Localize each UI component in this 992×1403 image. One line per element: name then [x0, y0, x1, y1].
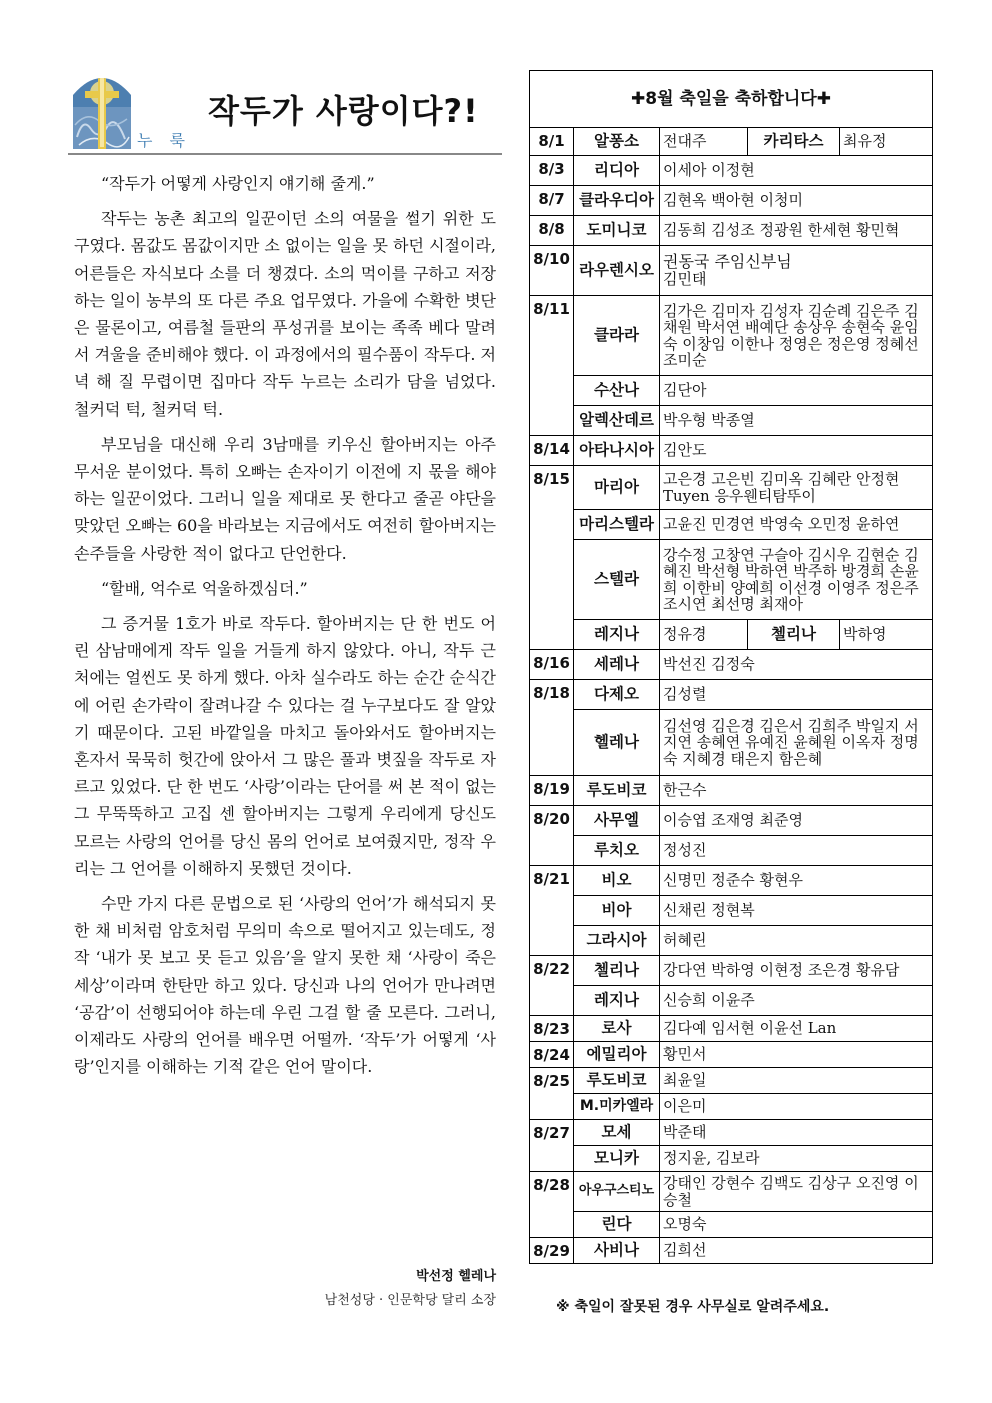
table-heading: ✚8월 축일을 축하합니다✚	[530, 71, 933, 128]
feast-date: 8/22	[530, 956, 574, 1016]
saint-name: 도미니코	[574, 216, 660, 246]
table-row	[530, 406, 933, 436]
saint-name: 세레나	[574, 650, 660, 680]
feast-date: 8/27	[530, 1120, 574, 1172]
member-names: 황민서	[660, 1042, 933, 1068]
table-row	[530, 776, 933, 806]
table-row	[530, 186, 933, 216]
saint-name: 첼리나	[574, 956, 660, 986]
member-names: 신승희 이윤주	[660, 986, 933, 1016]
member-names: 정지윤, 김보라	[660, 1146, 933, 1172]
table-row	[530, 926, 933, 956]
article-paragraph: “할배, 억수로 억울하겠심더.”	[101, 578, 308, 598]
member-names: 김다예 임서현 이윤선 Lan	[660, 1016, 933, 1042]
table-row	[530, 1146, 933, 1172]
feast-date: 8/14	[530, 436, 574, 466]
saint-name: 아타나시아	[574, 436, 660, 466]
pastor-name: 권동국 주임신부님	[663, 252, 792, 271]
article-paragraph: 수만 가지 다른 문법으로 된 ‘사랑의 언어’가 해석되지 못한 채 비처럼 암호처럼 무의미 속으로 떨어지고 있는데도, 정작 ‘내가 못 보고 못 듣고 있음’을 알지 못한 채 ‘사랑이 죽은 세상’이라며 한탄만 하고 있다. 당신과 나의 언어가 만나려면 ‘공감’이 선행되어야 하는데 우린 그걸 할 줄 모른다. 그러니, 이제라도 사랑의 언어를 배우면 어떨까. ‘작두’가 어떻게 ‘사랑’인지를 이해하는 기적 같은 언어 말이다.	[74, 894, 496, 1077]
saint-name: 레지나	[574, 986, 660, 1016]
table-row	[530, 1238, 933, 1264]
member-names: 이은미	[660, 1094, 933, 1120]
member-names: 김안도	[660, 436, 933, 466]
feast-date: 8/16	[530, 650, 574, 680]
saint-name: 비아	[574, 896, 660, 926]
feast-date: 8/18	[530, 680, 574, 776]
feast-date: 8/24	[530, 1042, 574, 1068]
member-names: 김희선	[660, 1238, 933, 1264]
table-row	[530, 1016, 933, 1042]
feast-date: 8/11	[530, 296, 574, 436]
article-paragraph: 그 증거물 1호가 바로 작두다. 할아버지는 단 한 번도 어린 삼남매에게 작두 일을 거들게 하지 않았다. 아니, 작두 근처에는 얼씬도 못 하게 했다. 아차 실수라도 하는 순간 순식간에 어린 손가락이 잘려나갈 수 있다는 걸 누구보다도 잘 알았기 때문이다. 고된 바깥일을 마치고 돌아와서도 할아버지는 혼자서 묵묵히 헛간에 앉아서 그 많은 풀과 볏짚을 작두로 자르고 있었다. 단 한 번도 ‘사랑’이라는 단어를 써 본 적이 없는 그 무뚝뚝하고 고집 센 할아버지는 그렇게 우리에게 당신도 모르는 사랑의 언어를 당신 몸의 언어로 보여줬지만, 정작 우리는 그 언어를 이해하지 못했던 것이다.	[74, 614, 496, 878]
table-row	[530, 806, 933, 836]
saint-name: 첼리나	[748, 620, 840, 650]
table-row	[530, 986, 933, 1016]
stained-glass-cross-logo	[73, 67, 131, 149]
table-row	[530, 436, 933, 466]
article-body	[74, 170, 496, 1089]
member-names: 김단아	[660, 376, 933, 406]
table-row	[530, 620, 933, 650]
feast-date: 8/21	[530, 866, 574, 956]
saint-name: 클라우디아	[574, 186, 660, 216]
saint-name: M.미카엘라	[574, 1094, 660, 1120]
saint-name: 다제오	[574, 680, 660, 710]
member-names: 오명숙	[660, 1212, 933, 1238]
table-row	[530, 296, 933, 376]
feast-date: 8/15	[530, 466, 574, 650]
member-names: 한근수	[660, 776, 933, 806]
member-names: 김동희 김성조 정광원 한세현 황민혁	[660, 216, 933, 246]
feast-date: 8/3	[530, 156, 574, 186]
saint-name: 수산나	[574, 376, 660, 406]
author-affiliation: 남천성당 · 인문학당 달리 소장	[324, 1293, 496, 1308]
table-row	[530, 1212, 933, 1238]
table-row	[530, 1172, 933, 1212]
byline	[325, 1265, 496, 1313]
feast-date: 8/8	[530, 216, 574, 246]
saint-name: 사무엘	[574, 806, 660, 836]
feast-date: 8/1	[530, 128, 574, 156]
saint-name: 알렉산데르	[574, 406, 660, 436]
table-row	[530, 1094, 933, 1120]
feast-date: 8/20	[530, 806, 574, 866]
saint-name: 레지나	[574, 620, 660, 650]
section-label: 누 룩	[137, 131, 191, 150]
member-names	[660, 246, 933, 296]
saint-name: 라우렌시오	[574, 246, 660, 296]
saint-name: 헬레나	[574, 710, 660, 776]
member-names: 정성진	[660, 836, 933, 866]
table-row	[530, 956, 933, 986]
table-row	[530, 650, 933, 680]
feast-date: 8/28	[530, 1172, 574, 1238]
table-row	[530, 246, 933, 296]
table-row	[530, 376, 933, 406]
saint-name: 카리타스	[748, 128, 840, 156]
saint-name: 마리아	[574, 466, 660, 510]
saint-name: 비오	[574, 866, 660, 896]
saint-name: 모니카	[574, 1146, 660, 1172]
feast-date: 8/23	[530, 1016, 574, 1042]
member-names: 전대주	[660, 128, 748, 156]
saint-name: 스텔라	[574, 540, 660, 620]
saint-name: 에밀리아	[574, 1042, 660, 1068]
saint-name: 마리스텔라	[574, 510, 660, 540]
saint-name: 리디아	[574, 156, 660, 186]
feast-date: 8/19	[530, 776, 574, 806]
table-row	[530, 466, 933, 510]
member-names: 강수정 고창연 구슬아 김시우 김현순 김혜진 박선형 박하연 박주하 방경희 손윤희 이한비 양예희 이선경 이영주 정은주 조시연 최선명 최재아	[660, 540, 933, 620]
member-names: 신명민 정준수 황현우	[660, 866, 933, 896]
saint-name: 클라라	[574, 296, 660, 376]
member-names: 이승엽 조재영 최준영	[660, 806, 933, 836]
member-name: 김민태	[663, 269, 707, 288]
table-row	[530, 1042, 933, 1068]
saint-name: 그라시아	[574, 926, 660, 956]
member-names: 고윤진 민경연 박영숙 오민정 윤하연	[660, 510, 933, 540]
table-row	[530, 836, 933, 866]
table-row	[530, 866, 933, 896]
member-names: 박준태	[660, 1120, 933, 1146]
table-row	[530, 896, 933, 926]
table-row	[530, 680, 933, 710]
member-names: 최유정	[840, 128, 933, 156]
table-header-row	[530, 71, 933, 128]
table-row	[530, 710, 933, 776]
member-names: 박우형 박종열	[660, 406, 933, 436]
table-row	[530, 156, 933, 186]
saint-name: 모세	[574, 1120, 660, 1146]
table-row	[530, 1068, 933, 1094]
article-paragraph: 부모님을 대신해 우리 3남매를 키우신 할아버지는 아주 무서운 분이었다. 특히 오빠는 손자이기 이전에 지 몫을 해야 하는 일꾼이었다. 그러니 일을 제대로 못 한다고 줄곧 야단을 맞았던 오빠는 60을 바라보는 지금에서도 여전히 할아버지는 손주들을 사랑한 적이 없다고 단언한다.	[74, 434, 496, 563]
feast-date: 8/29	[530, 1238, 574, 1264]
member-names: 강다연 박하영 이현정 조은경 황유담	[660, 956, 933, 986]
saint-name: 알퐁소	[574, 128, 660, 156]
table-row	[530, 540, 933, 620]
member-names: 이세아 이정현	[660, 156, 933, 186]
table-row	[530, 1120, 933, 1146]
member-names: 고은경 고은빈 김미옥 김혜란 안정현 Tuyen 응우웬티탐뚜이	[660, 466, 933, 510]
member-names: 허혜린	[660, 926, 933, 956]
member-names: 김선영 김은경 김은서 김희주 박일지 서지연 송혜연 유예진 윤혜원 이옥자 정명숙 지혜경 태은지 함은혜	[660, 710, 933, 776]
article-title: 작두가 사랑이다?!	[208, 92, 479, 130]
member-names: 최윤일	[660, 1068, 933, 1094]
member-names: 강태인 강현수 김백도 김상구 오진영 이승철	[660, 1172, 933, 1212]
member-names: 김현옥 백아현 이청미	[660, 186, 933, 216]
feast-date: 8/7	[530, 186, 574, 216]
saint-name: 루도비코	[574, 776, 660, 806]
member-names: 김가은 김미자 김성자 김순례 김은주 김채원 박서연 배예단 송상우 송현숙 윤임숙 이창임 이한나 정영은 정은영 정혜선 조미순	[660, 296, 933, 376]
member-names: 정유경	[660, 620, 748, 650]
feast-day-table	[529, 70, 933, 1264]
saint-name: 로사	[574, 1016, 660, 1042]
saint-name: 루도비코	[574, 1068, 660, 1094]
title-divider	[68, 153, 502, 155]
member-names: 박하영	[840, 620, 933, 650]
member-names: 신채린 정현복	[660, 896, 933, 926]
article-paragraph: “작두가 어떻게 사랑인지 얘기해 줄게.”	[101, 174, 375, 193]
saint-name: 사비나	[574, 1238, 660, 1264]
member-names: 박선진 김정숙	[660, 650, 933, 680]
table-footnote: ※ 축일이 잘못된 경우 사무실로 알려주세요.	[556, 1299, 830, 1315]
feast-date: 8/10	[530, 246, 574, 296]
table-row	[530, 128, 933, 156]
member-names: 김성렬	[660, 680, 933, 710]
author-name: 박선정 헬레나	[416, 1269, 496, 1284]
table-row	[530, 510, 933, 540]
table-row	[530, 216, 933, 246]
feast-date: 8/25	[530, 1068, 574, 1120]
saint-name: 루치오	[574, 836, 660, 866]
saint-name: 린다	[574, 1212, 660, 1238]
article-paragraph: 작두는 농촌 최고의 일꾼이던 소의 여물을 썰기 위한 도구였다. 몸값도 몸값이지만 소 없이는 일을 못 하던 시절이라, 어른들은 자식보다 소를 더 챙겼다. 소의 먹이를 구하고 저장하는 일이 농부의 또 다른 주요 업무였다. 가을에 수확한 볏단은 물론이고, 여름철 들판의 푸성귀를 보이는 족족 베다 말려서 겨울을 준비해야 했다. 이 과정에서의 필수품이 작두다. 저녁 해 질 무렵이면 집마다 작두 누르는 소리가 담을 넘었다. 철커덕 턱, 철커덕 턱.	[74, 209, 496, 419]
saint-name: 아우구스티노	[574, 1172, 660, 1212]
